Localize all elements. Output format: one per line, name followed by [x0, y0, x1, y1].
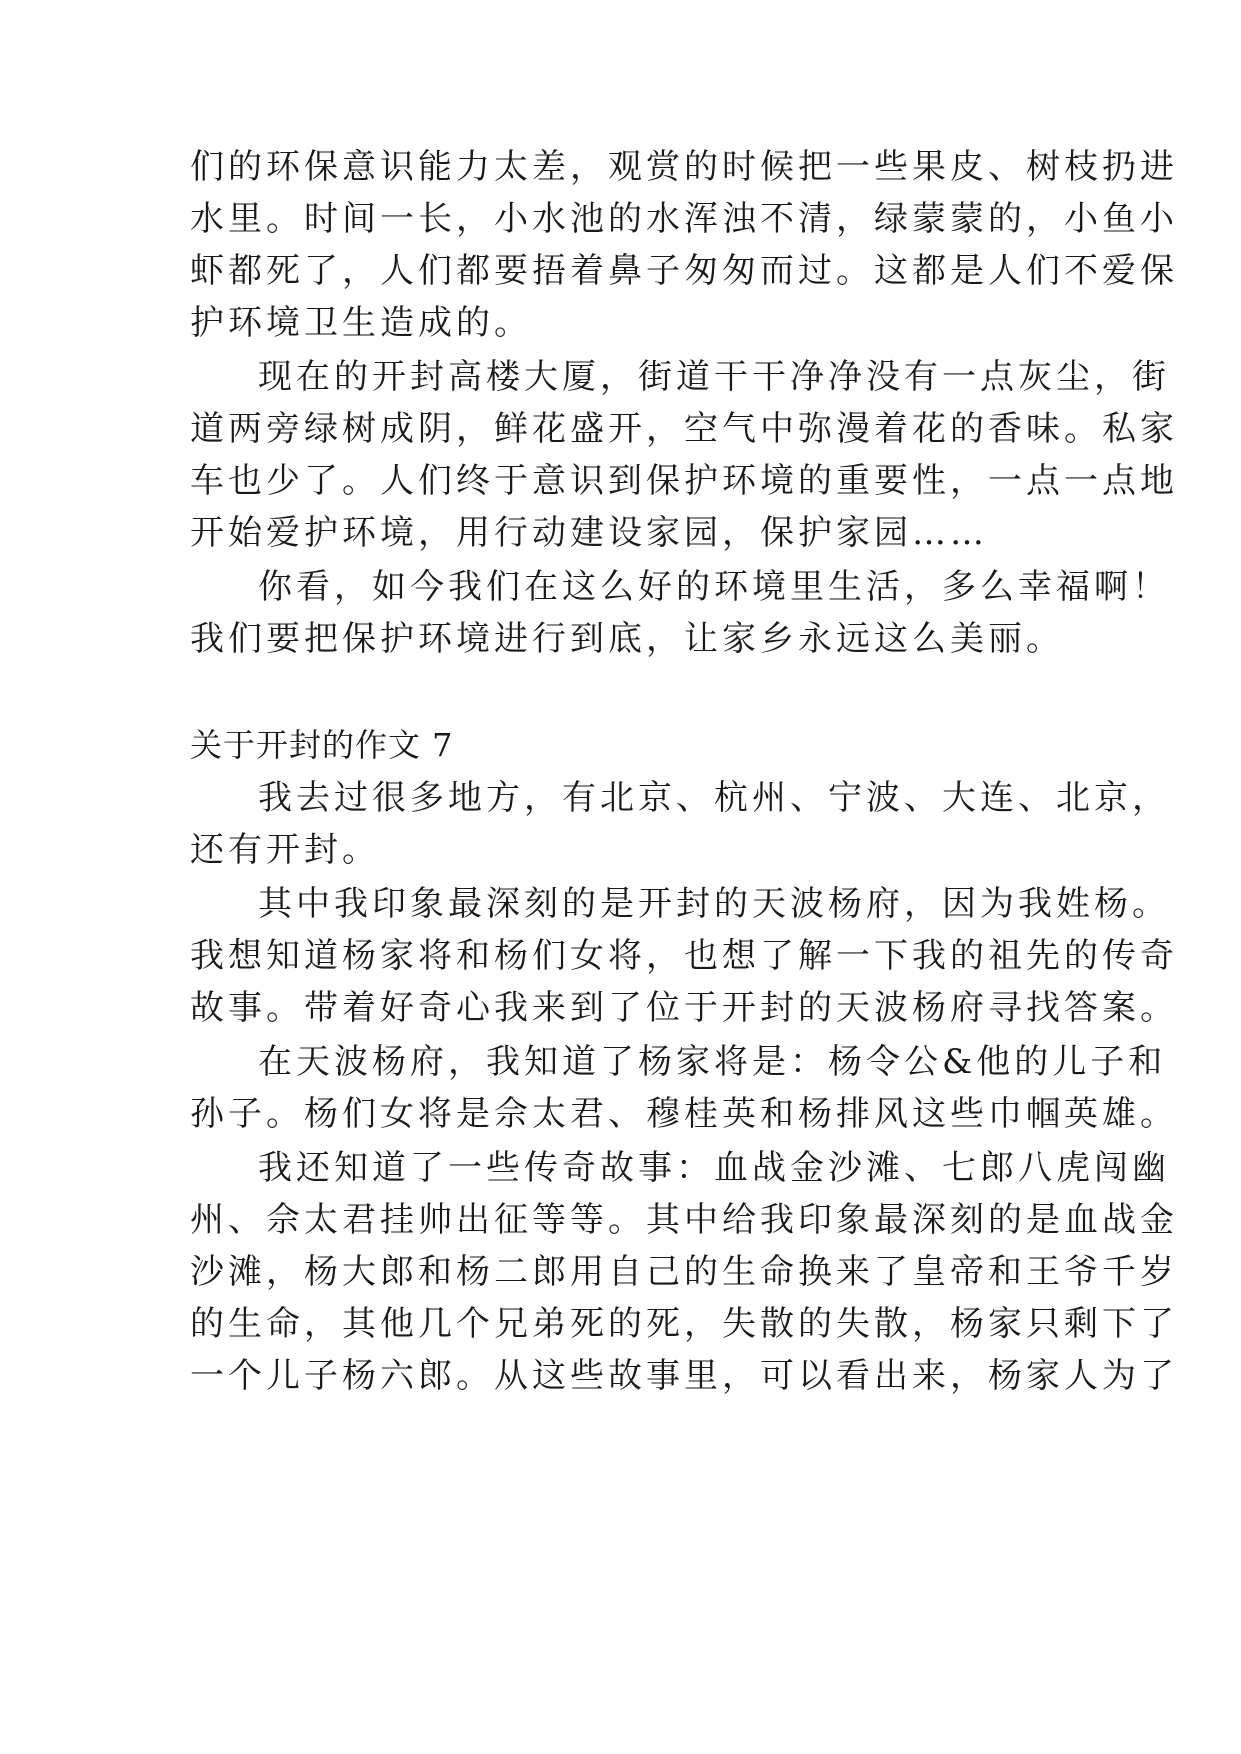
text-line: 的生命，其他几个兄弟死的死，失散的失散，杨家只剩下了 — [190, 1304, 1178, 1344]
text-line: 你看，如今我们在这么好的环境里生活，多么幸福啊！ — [258, 567, 1170, 607]
text-line: 车也少了。人们终于意识到保护环境的重要性，一点一点地 — [190, 461, 1178, 501]
section-heading: 关于开封的作文 7 — [190, 726, 454, 764]
text-line: 道两旁绿树成阴，鲜花盛开，空气中弥漫着花的香味。私家 — [190, 409, 1178, 449]
text-line: 一个儿子杨六郎。从这些故事里，可以看出来，杨家人为了 — [190, 1356, 1178, 1396]
text-line: 虾都死了，人们都要捂着鼻子匆匆而过。这都是人们不爱保 — [190, 251, 1178, 291]
text-line: 我去过很多地方，有北京、杭州、宁波、大连、北京， — [258, 778, 1170, 818]
text-line: 还有开封。 — [190, 830, 380, 870]
text-line: 其中我印象最深刻的是开封的天波杨府，因为我姓杨。 — [258, 884, 1170, 924]
text-line: 故事。带着好奇心我来到了位于开封的天波杨府寻找答案。 — [190, 988, 1178, 1028]
text-line: 我还知道了一些传奇故事：血战金沙滩、七郎八虎闯幽 — [258, 1148, 1170, 1188]
text-line: 州、佘太君挂帅出征等等。其中给我印象最深刻的是血战金 — [190, 1200, 1178, 1240]
text-line: 沙滩，杨大郎和杨二郎用自己的生命换来了皇帝和王爷千岁 — [190, 1252, 1178, 1292]
text-line: 水里。时间一长，小水池的水浑浊不清，绿蒙蒙的，小鱼小 — [190, 199, 1178, 239]
text-line: 护环境卫生造成的。 — [190, 303, 532, 343]
text-line: 孙子。杨们女将是佘太君、穆桂英和杨排风这些巾帼英雄。 — [190, 1094, 1178, 1134]
text-line: 在天波杨府，我知道了杨家将是：杨令公&他的儿子和 — [258, 1042, 1167, 1082]
text-line: 我想知道杨家将和杨们女将，也想了解一下我的祖先的传奇 — [190, 936, 1178, 976]
text-line: 我们要把保护环境进行到底，让家乡永远这么美丽。 — [190, 619, 1064, 659]
text-line: 现在的开封高楼大厦，街道干干净净没有一点灰尘，街 — [258, 357, 1170, 397]
text-line: 们的环保意识能力太差，观赏的时候把一些果皮、树枝扔进 — [190, 147, 1178, 187]
text-line: 开始爱护环境，用行动建设家园，保护家园…… — [190, 513, 988, 553]
